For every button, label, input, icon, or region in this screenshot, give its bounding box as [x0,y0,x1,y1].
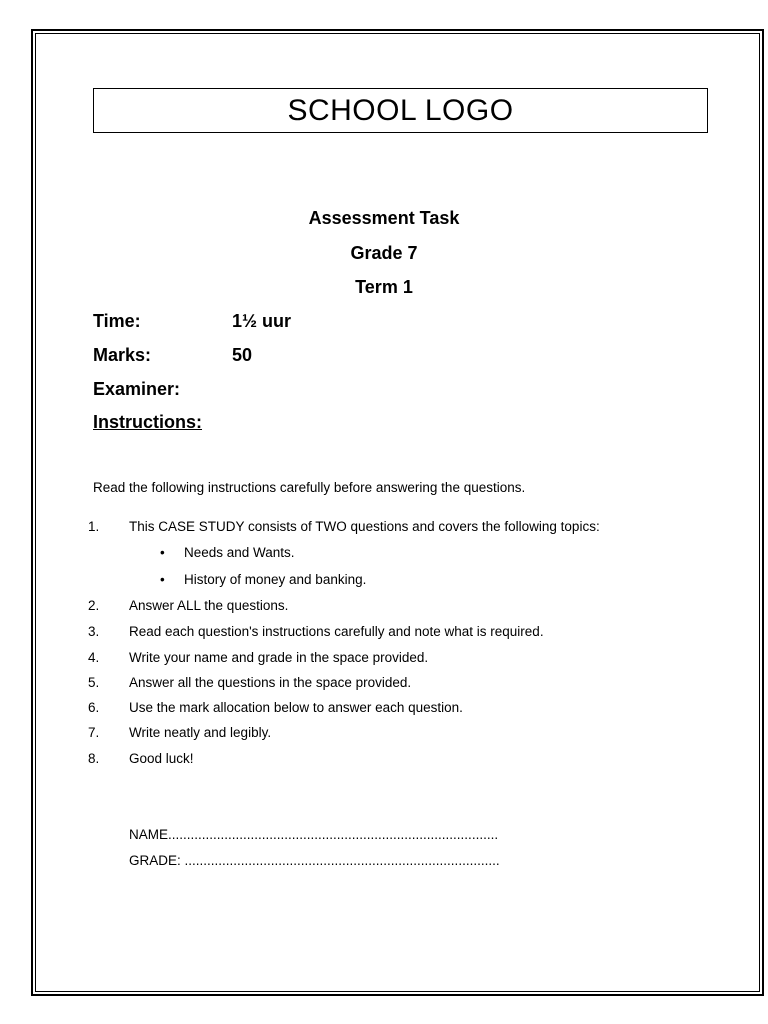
instruction-text: Good luck! [129,751,194,766]
instruction-text: Use the mark allocation below to answer each question. [129,700,463,715]
instruction-text: Write neatly and legibly. [129,725,272,740]
instruction-number: 7. [88,725,100,740]
time-value: 1½ uur [232,311,292,331]
school-logo-text: SCHOOL LOGO [287,93,514,127]
page-border-inner [35,33,760,992]
school-logo-box [93,88,708,133]
title-assessment-task: Assessment Task [308,208,460,228]
instruction-text: This CASE STUDY consists of TWO questions and covers the following topics: [129,519,600,534]
marks-value: 50 [232,345,253,365]
title-term: Term 1 [355,277,413,297]
instruction-number: 2. [88,598,100,613]
name-field[interactable]: NAME........................................................................................ [129,827,499,842]
topic-text: History of money and banking. [184,572,367,587]
instruction-text: Write your name and grade in the space provided. [129,650,429,665]
instruction-number: 1. [88,519,100,534]
grade-field[interactable]: GRADE: .................................................................................... [129,853,500,868]
topic-bullet: • [160,572,165,587]
instruction-text: Answer ALL the questions. [129,598,289,613]
examiner-label: Examiner: [93,379,181,399]
instructions-heading: Instructions: [93,412,203,432]
instruction-number: 5. [88,675,100,690]
instruction-text: Read each question's instructions carefully and note what is required. [129,624,544,639]
time-label: Time: [93,311,141,331]
instruction-number: 3. [88,624,100,639]
instruction-number: 4. [88,650,100,665]
instructions-intro: Read the following instructions carefully before answering the questions. [93,480,526,495]
marks-label: Marks: [93,345,152,365]
title-grade: Grade 7 [350,243,418,263]
instruction-number: 8. [88,751,100,766]
topic-text: Needs and Wants. [184,545,295,560]
instruction-text: Answer all the questions in the space provided. [129,675,412,690]
instruction-number: 6. [88,700,100,715]
topic-bullet: • [160,545,165,560]
